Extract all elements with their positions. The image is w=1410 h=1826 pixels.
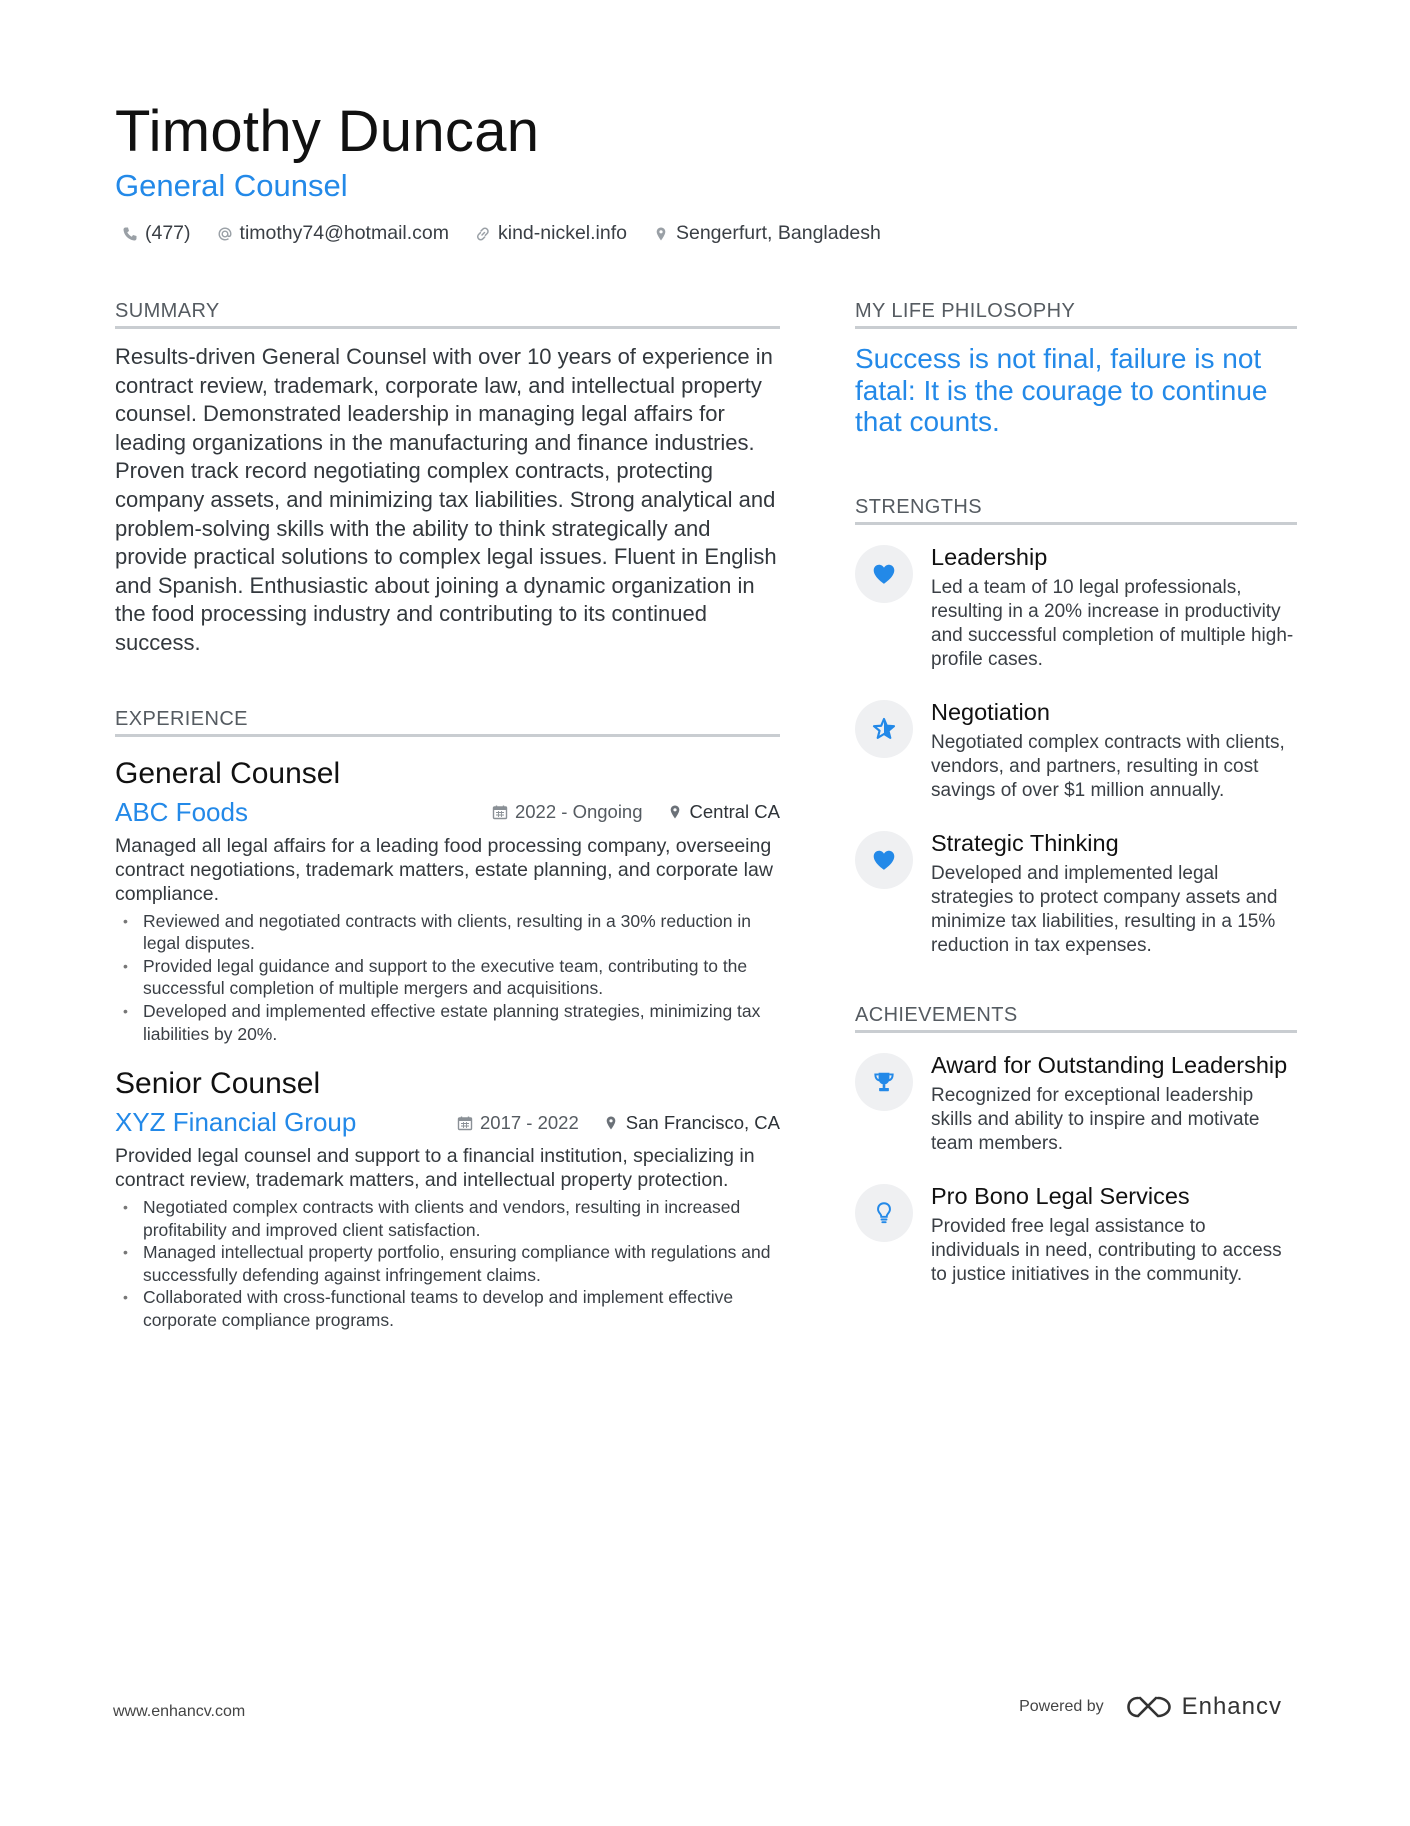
philosophy-quote: Success is not final, failure is not fatal: It is the courage to continue that counts. xyxy=(855,343,1268,437)
contact-phone xyxy=(122,222,191,245)
bullet-item: • Developed and implemented effective estate planning strategies, minimizing tax liabilities by 20%. xyxy=(143,1000,780,1045)
email-text: timothy74@hotmail.com xyxy=(239,222,449,244)
job-bullets xyxy=(115,1196,780,1332)
heart-icon xyxy=(871,847,897,873)
job-meta xyxy=(492,801,780,823)
strength-description: Led a team of 10 legal professionals, resulting in a 20% increase in productivity and successful completion of multiple high-profile cases. xyxy=(931,576,1294,670)
brand-name: Enhancv xyxy=(1181,1693,1282,1720)
powered-by-text: Powered by xyxy=(1019,1698,1104,1715)
experience-heading: EXPERIENCE xyxy=(115,708,780,737)
location-text: San Francisco, CA xyxy=(625,1111,780,1133)
job-location xyxy=(667,801,780,823)
job-meta xyxy=(457,1112,780,1134)
bullet-item: • Collaborated with cross-functional teams to develop and implement effective corporate compliance programs. xyxy=(143,1286,780,1331)
achievement-item xyxy=(855,1051,1297,1156)
strength-body xyxy=(931,698,1297,803)
contact-email[interactable] xyxy=(217,222,449,245)
job-dates xyxy=(457,1112,579,1134)
calendar-icon xyxy=(457,1115,473,1131)
location-text: Sengerfurt, Bangladesh xyxy=(675,222,881,244)
job-row xyxy=(115,797,780,828)
strength-title: Leadership xyxy=(931,543,1048,570)
job-title: Senior Counsel xyxy=(115,1067,321,1101)
achievement-item xyxy=(855,1182,1297,1287)
contact-location xyxy=(653,222,881,245)
strength-body xyxy=(931,829,1297,958)
achievement-description: Recognized for exceptional leadership skills and ability to inspire and motivate team members. xyxy=(931,1084,1260,1154)
strength-item xyxy=(855,698,1297,803)
map-pin-icon xyxy=(667,804,683,820)
enhancv-logo-icon xyxy=(1126,1694,1172,1720)
dates-text: 2017 - 2022 xyxy=(480,1111,579,1133)
strength-title: Negotiation xyxy=(931,698,1050,725)
job-entry xyxy=(115,757,780,1046)
footer-website[interactable]: www.enhancv.com xyxy=(113,1703,246,1720)
philosophy-section xyxy=(855,300,1297,438)
summary-section xyxy=(115,300,780,658)
location-text: Central CA xyxy=(689,801,780,823)
philosophy-heading: MY LIFE PHILOSOPHY xyxy=(855,300,1297,329)
candidate-title: General Counsel xyxy=(115,168,348,203)
phone-text: (477) xyxy=(145,222,191,244)
job-row xyxy=(115,1107,780,1138)
achievement-description: Provided free legal assistance to individuals in need, contributing to access to justice initiatives in the community. xyxy=(931,1215,1282,1285)
icon-badge xyxy=(855,545,913,603)
achievements-heading: ACHIEVEMENTS xyxy=(855,1004,1297,1033)
contact-bar xyxy=(122,222,881,245)
link-icon xyxy=(475,226,491,242)
star-icon xyxy=(871,716,897,742)
contact-website[interactable] xyxy=(475,222,627,245)
map-pin-icon xyxy=(653,226,669,242)
job-entry xyxy=(115,1067,780,1332)
summary-heading: SUMMARY xyxy=(115,300,780,329)
phone-icon xyxy=(122,226,138,242)
experience-section xyxy=(115,708,780,1332)
website-text: kind-nickel.info xyxy=(498,222,627,244)
icon-badge xyxy=(855,831,913,889)
bullet-item: • Provided legal guidance and support to the executive team, contributing to the successful completion of multiple mergers and acquisitions. xyxy=(143,955,780,1000)
strength-title: Strategic Thinking xyxy=(931,829,1119,856)
strength-item xyxy=(855,829,1297,958)
strength-description: Negotiated complex contracts with clients, vendors, and partners, resulting in cost savings of over $1 million annually. xyxy=(931,731,1285,801)
strengths-heading: STRENGTHS xyxy=(855,496,1297,525)
company-name: ABC Foods xyxy=(115,796,248,827)
achievement-body xyxy=(931,1051,1297,1156)
job-description: Provided legal counsel and support to a financial institution, specializing in contract review, trademark matters, and intellectual property protection. xyxy=(115,1145,755,1192)
achievement-title: Pro Bono Legal Services xyxy=(931,1182,1190,1209)
strength-body xyxy=(931,543,1297,672)
job-description: Managed all legal affairs for a leading food processing company, overseeing contract negotiations, trademark matters, estate planning, and corporate law compliance. xyxy=(115,834,773,905)
achievement-title: Award for Outstanding Leadership xyxy=(931,1051,1288,1078)
icon-badge xyxy=(855,1053,913,1111)
calendar-icon xyxy=(492,804,508,820)
right-column xyxy=(855,300,1297,1313)
job-bullets xyxy=(115,910,780,1046)
lightbulb-icon xyxy=(871,1200,897,1226)
at-icon xyxy=(217,226,233,242)
strength-description: Developed and implemented legal strategies to protect company assets and minimize tax liabilities, resulting in a 15% reduction in tax expenses. xyxy=(931,862,1278,956)
summary-text: Results-driven General Counsel with over 10 years of experience in contract review, trademark, corporate law, and intellectual property counsel. Demonstrated leadership in managing legal affairs for leading organizations in the manufacturing and finance industries. Proven track record negotiating complex contracts, protecting company assets, and minimizing tax liabilities. Strong analytical and problem-solving skills with the ability to think strategically and provide practical solutions to complex legal issues. Fluent in English and Spanish. Enthusiastic about joining a dynamic organization in the food processing industry and contributing to its continued success. xyxy=(115,344,777,655)
left-column xyxy=(115,300,780,1332)
dates-text: 2022 - Ongoing xyxy=(514,801,643,823)
job-title: General Counsel xyxy=(115,756,341,790)
map-pin-icon xyxy=(603,1115,619,1131)
achievement-body xyxy=(931,1182,1297,1287)
job-location xyxy=(603,1112,780,1134)
icon-badge xyxy=(855,1184,913,1242)
footer-brand xyxy=(1019,1693,1282,1721)
bullet-item: • Managed intellectual property portfolio, ensuring compliance with regulations and successfully defending against infringement claims. xyxy=(143,1241,780,1286)
strengths-section xyxy=(855,496,1297,958)
company-name: XYZ Financial Group xyxy=(115,1107,357,1138)
candidate-name: Timothy Duncan xyxy=(115,99,540,164)
bullet-item: • Reviewed and negotiated contracts with clients, resulting in a 30% reduction in legal disputes. xyxy=(143,910,780,955)
icon-badge xyxy=(855,700,913,758)
bullet-item: • Negotiated complex contracts with clients and vendors, resulting in increased profitability and improved client satisfaction. xyxy=(143,1196,780,1241)
brand-logo[interactable] xyxy=(1126,1693,1282,1721)
achievements-section xyxy=(855,1004,1297,1287)
heart-icon xyxy=(871,561,897,587)
strength-item xyxy=(855,543,1297,672)
job-dates xyxy=(492,801,643,823)
trophy-icon xyxy=(871,1069,897,1095)
